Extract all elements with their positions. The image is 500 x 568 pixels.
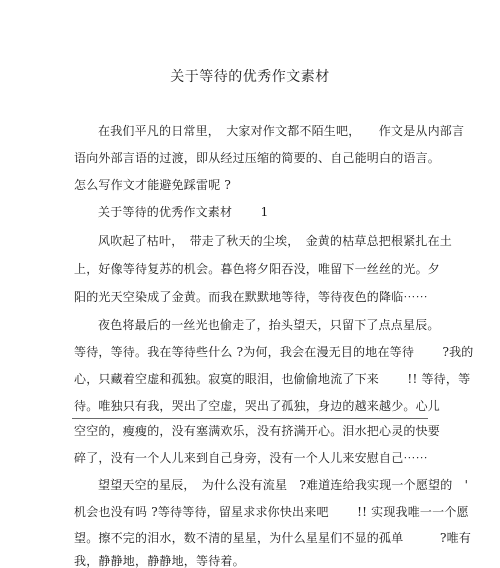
paragraph-line: 望。擦不完的泪水，数不清的星星，为什么星星们不显的孤单 ?唯有 (74, 531, 472, 545)
paragraph-line: 望望天空的星辰， 为什么没有流星 ?难道连给我实现一个愿望的 ' (98, 478, 469, 492)
section-heading: 关于等待的优秀作文素材 1 (98, 205, 269, 219)
paragraph-line: 夜色将最后的一丝光也偷走了，抬头望天，只留下了点点星辰。 (98, 318, 440, 332)
paragraph-line: 我，静静地，静静地，等待着。 (74, 554, 245, 568)
paragraph-line: 机会也没有吗 ?等待等待，留星求求你快出来吧 !! 实现我唯一一个愿 (74, 505, 469, 519)
paragraph-line: 风吹起了枯叶， 带走了秋天的尘埃， 金黄的枯草总把根紧扎在土 (98, 234, 453, 248)
paragraph-line: 碎了，没有一个人儿来到自己身旁，没有一个人儿来安慰自己⋯⋯ (74, 451, 428, 465)
document-title: 关于等待的优秀作文素材 (170, 69, 330, 85)
horizontal-rule (72, 418, 428, 419)
paragraph-line: 上，好像等待复苏的机会。暮色将夕阳吞没，唯留下一丝丝的光。夕 (74, 262, 441, 276)
paragraph-line: 等待，等待。我在等待些什么 ?为何，我会在漫无目的地在等待 ?我的 (74, 345, 474, 359)
paragraph-line: 阳的光天空染成了金黄。而我在默默地等待，等待夜色的降临⋯⋯ (74, 290, 428, 304)
paragraph-line: 语向外部言语的过渡，即从经过压缩的简要的、自己能明白的语言。 (74, 151, 441, 165)
paragraph-line: 怎么写作文才能避免踩雷呢 ? (74, 178, 232, 192)
paragraph-line: 心，只藏着空虚和孤独。寂寞的眼泪，也偷偷地流了下来 !! 等待，等 (74, 372, 471, 386)
paragraph-line: 空空的，瘦瘦的，没有塞满欢乐，没有挤满开心。泪水把心灵的快要 (74, 424, 441, 438)
paragraph-line: 待。唯独只有我，哭出了空虚，哭出了孤独，身边的越来越少。心儿 (74, 399, 441, 413)
paragraph-line: 在我们平凡的日常里， 大家对作文都不陌生吧， 作文是从内部言 (98, 124, 465, 138)
